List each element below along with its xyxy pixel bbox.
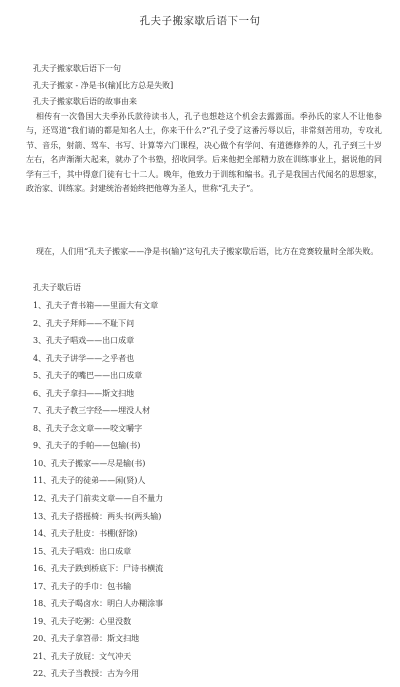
- list-item: 17、孔夫子的手巾：包书输: [33, 581, 132, 591]
- list-item: 7、孔夫子教三字经——埋没人材: [33, 406, 151, 416]
- list-item: 18、孔夫子喝卤水：明白人办糊涂事: [33, 599, 164, 609]
- list-item: 20、孔夫子拿笤帚：斯文扫地: [33, 634, 140, 644]
- list-item: 15、孔夫子唱戏：出口成章: [33, 546, 132, 556]
- story-paragraph: 相传有一次鲁国大夫季孙氏款待读书人，孔子也想趁这个机会去露露面。季孙氏的家人不让他参与，还骂道“我们请的都是知名人士，你来干什么?”孔子受了这番污辱以后，非常刻苦用功，专攻礼节、音乐，射箭、驾车、书写、计算等六门课程，决心做个有学问、有道德修养的人，孔子到三十岁左右，名声渐渐大起来，就办了个书塾，招收同学。后来他把全部精力放在训练事业上，据说他的同学有三千，其中得意门徒有七十二人。晚年，他致力于训练和编书。孔子是我国古代闻名的思想家，政治家、训练家。封建统治者始终把他尊为圣人，世称“孔夫子”。: [26, 112, 382, 194]
- list-item: 3、孔夫子唱戏——出口成章: [33, 336, 135, 346]
- xiehouyu-list: [33, 301, 163, 687]
- page-title: 孔夫子搬家歇后语下一句: [139, 15, 261, 27]
- list-item: 5、孔夫子的嘴巴——出口成章: [33, 371, 143, 381]
- intro-line-3: 孔夫子搬家歇后语的故事由来: [33, 97, 137, 106]
- summary-paragraph: 现在，人们用“孔夫子搬家——净是书(输)”这句孔夫子搬家歇后语，比方在竞赛较量时全部失败。: [36, 247, 379, 256]
- list-item: 19、孔夫子吃粥：心里没数: [33, 616, 132, 626]
- list-item: 16、孔夫子跌到桥底下：尸诗书横流: [33, 564, 164, 574]
- list-item: 1、孔夫子背书箱——里面大有文章: [33, 301, 159, 310]
- list-item: 22、孔夫子当教授：古为今用: [33, 669, 140, 679]
- intro-line-1: 孔夫子搬家歇后语下一句: [33, 64, 121, 73]
- list-item: 21、孔夫子放屁：文气冲天: [33, 651, 132, 661]
- list-item: 10、孔夫子搬家——尽是输(书): [33, 458, 146, 468]
- list-heading: 孔夫子歇后语: [33, 283, 81, 292]
- list-item: 2、孔夫子拜师——不耻下问: [33, 318, 135, 328]
- list-item: 6、孔夫子拿扫——斯文扫地: [33, 388, 135, 398]
- list-item: 12、孔夫子门前卖文章——自不量力: [33, 494, 164, 504]
- list-item: 14、孔夫子肚皮：书棚(舒馀): [33, 529, 138, 539]
- list-item: 4、孔夫子讲学——之乎者也: [33, 353, 135, 363]
- list-item: 11、孔夫子的徒弟——闲(贤)人: [33, 476, 146, 486]
- list-item: 9、孔夫子的手帕——包输(书): [33, 441, 141, 451]
- list-item: 13、孔夫子搭摇椅：两头书(两头输): [33, 511, 162, 521]
- intro-line-2: 孔夫子搬家 - 净是书(输)[比方总是失败]: [33, 81, 174, 90]
- list-item: 8、孔夫子念文章——咬文嚼字: [33, 423, 143, 433]
